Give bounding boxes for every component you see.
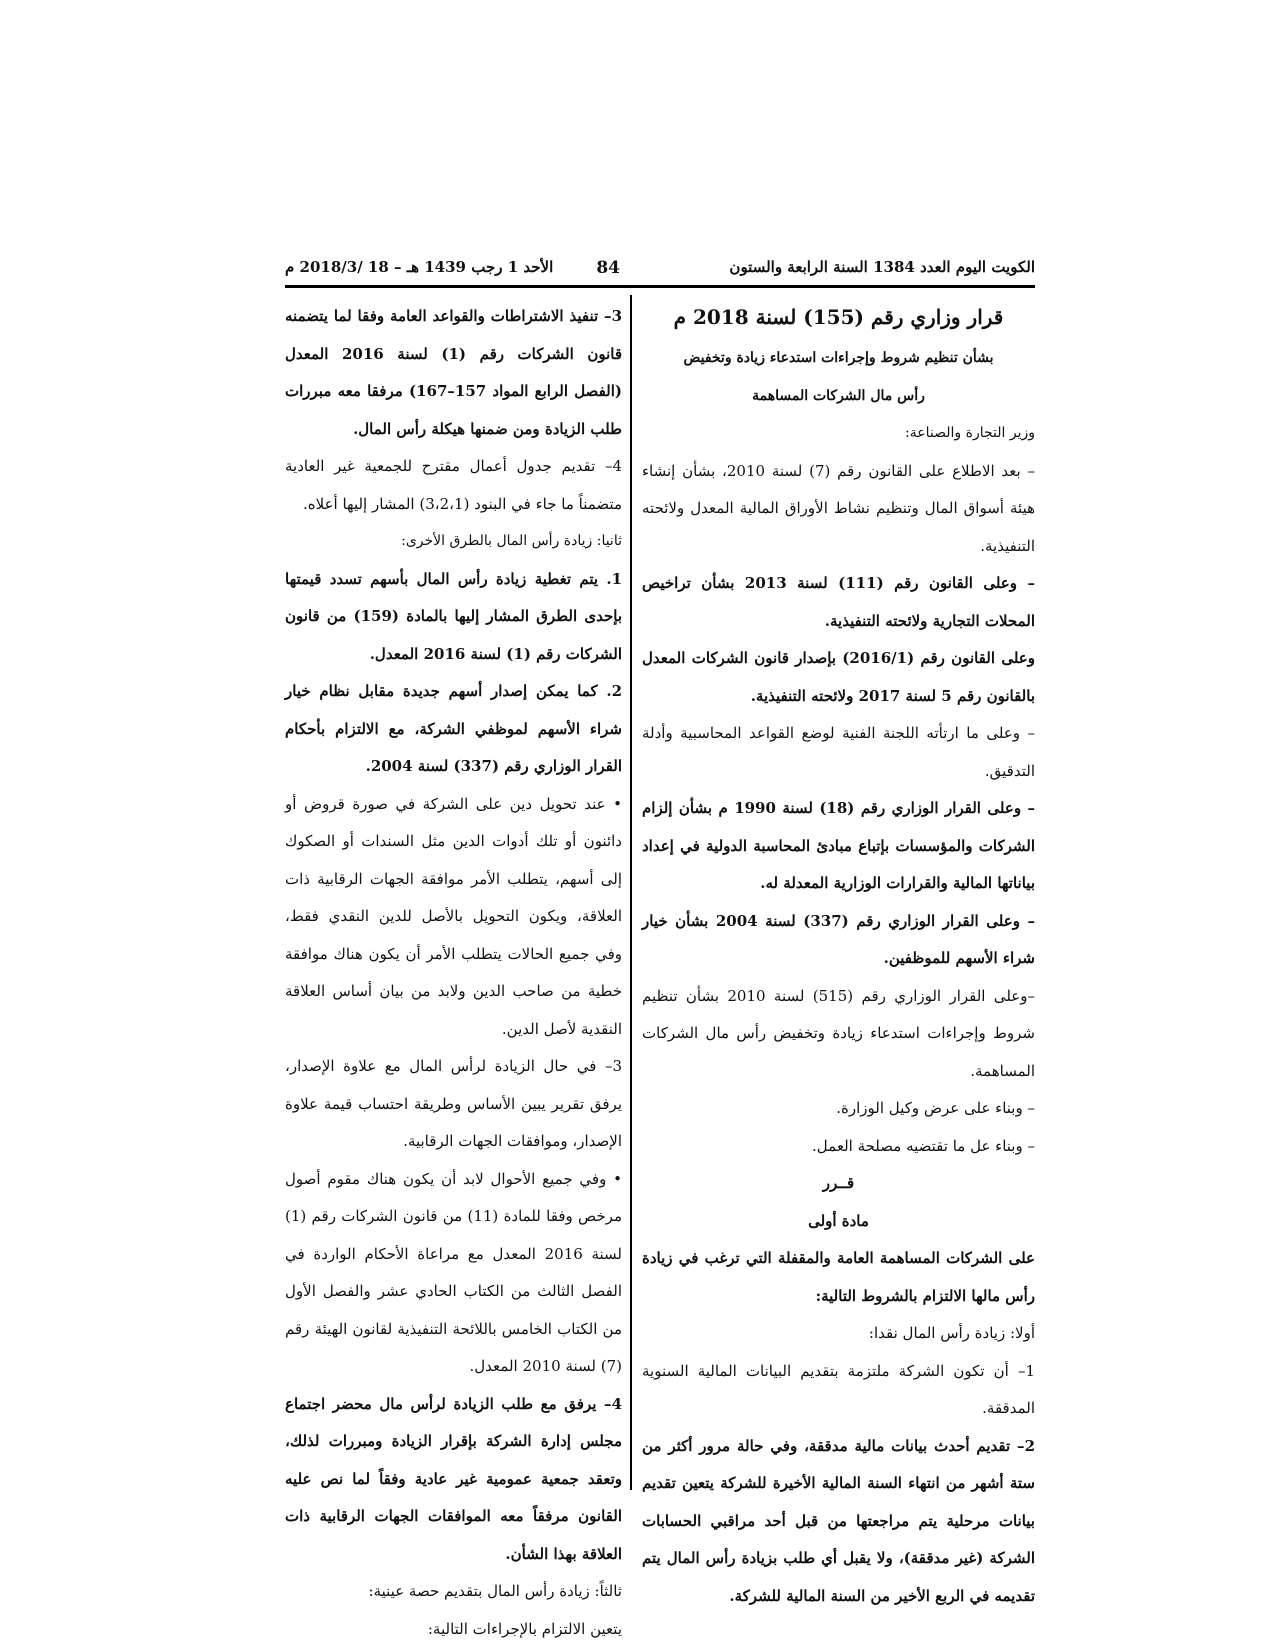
- paragraph: 4– يرفق مع طلب الزيادة لرأس مال محضر اجتماع مجلس إدارة الشركة بإقرار الزيادة ومبررات لذلك، وتعقد جمعية عمومية غير عادية وفقاً لما نص عليه القانون مرفقاً معه الموافقات الجهات الرقابية ذات العلاقة بهذا الشأن.: [285, 1394, 622, 1563]
- page-header: [285, 258, 1035, 282]
- paragraph: 3– تنفيذ الاشتراطات والقواعد العامة وفقا لما يتضمنه قانون الشركات رقم (1) لسنة 2016 المعدل (الفصل الرابع المواد 157–167) مرفقا معه مبررات طلب الزيادة ومن ضمنها هيكلة رأس المال.: [285, 307, 623, 438]
- paragraph: وعلى القانون رقم (2016/1) بإصدار قانون الشركات المعدل بالقانون رقم 5 لسنة 2017 ولائحته التنفيذية.: [642, 649, 1035, 705]
- decree-title: قرار وزاري رقم (155) لسنة 2018 م: [673, 305, 1004, 329]
- paragraph: أولا: زيادة رأس المال نقدا:: [868, 1324, 1035, 1342]
- paragraph: 2– تقديم أحدث بيانات مالية مدققة، وفي حالة مرور أكثر من ستة أشهر من انتهاء السنة المالية الأخيرة للشركة يتعين تقديم بيانات مرحلية يتم مراجعتها من قبل أحد مراقبي الحسابات الشركة (غير مدققة)، ولا يقبل أي طلب بزيادة رأس المال يتم تقديمه في الربع الأخير من السنة المالية للشركة.: [642, 1436, 1035, 1605]
- paragraph: • وفي جميع الأحوال لابد أن يكون هناك مقوم أصول مرخص وفقا للمادة (11) من قانون الشركات رقم (1) لسنة 2016 المعدل مع مراعاة الأحكام الواردة في الفصل الثالث من الكتاب الحادي عشر والفصل الأول من الكتاب الخامس باللائحة التنفيذية لقانون الهيئة رقم (7) لسنة 2010 المعدل.: [285, 1169, 622, 1375]
- paragraph: – وعلى القرار الوزاري رقم (337) لسنة 2004 بشأن خيار شراء الأسهم للموظفين.: [642, 911, 1036, 967]
- page-number: 84: [596, 258, 620, 278]
- paragraph: ثالثاً: زيادة رأس المال بتقديم حصة عينية:: [368, 1582, 622, 1600]
- paragraph: 1– أن تكون الشركة ملتزمة بتقديم البيانات المالية السنوية المدققة.: [642, 1361, 1035, 1417]
- paragraph: – بعد الاطلاع على القانون رقم (7) لسنة 2010، بشأن إنشاء هيئة أسواق المال وتنظيم نشاط الأوراق المالية المعدل ولائحته التنفيذية.: [642, 461, 1035, 555]
- paragraph: – وبناء عل ما تقتضيه مصلحة العمل.: [812, 1136, 1035, 1155]
- header-rule: [285, 285, 1035, 288]
- paragraph: 2. كما يمكن إصدار أسهم جديدة مقابل نظام خيار شراء الأسهم لموظفي الشركة، مع الالتزام بأحكام القرار الوزاري رقم (337) لسنة 2004.: [285, 682, 622, 775]
- article-heading: مادة أولى: [808, 1211, 869, 1230]
- publication-info: الكويت اليوم العدد 1384 السنة الرابعة والستون: [729, 258, 1035, 276]
- paragraph: على الشركات المساهمة العامة والمقفلة التي ترغب في زيادة رأس مالها الالتزام بالشروط التالية:: [642, 1249, 1035, 1305]
- decision-heading: قــرر: [822, 1174, 855, 1192]
- paragraph: 1. يتم تغطية زيادة رأس المال بأسهم تسدد قيمتها بإحدى الطرق المشار إليها بالمادة (159) من قانون الشركات رقم (1) لسنة 2016 المعدل.: [285, 569, 622, 663]
- paragraph: وزير التجارة والصناعة:: [905, 425, 1035, 441]
- right-column: [642, 298, 1035, 1615]
- paragraph: –وعلى القرار الوزاري رقم (515) لسنة 2010 بشأن تنظيم شروط وإجراءات استدعاء زيادة وتخفيض رأس مال الشركات المساهمة.: [642, 986, 1035, 1080]
- decree-subtitle-line1: بشأن تنظيم شروط وإجراءات استدعاء زيادة وتخفيض: [683, 350, 994, 366]
- paragraph: يتعين الالتزام بالإجراءات التالية:: [427, 1619, 622, 1638]
- left-column: [285, 298, 622, 1648]
- paragraph: – وعلى القرار الوزاري رقم (18) لسنة 1990 م بشأن إلزام الشركات والمؤسسات بإتباع مبادئ المحاسبة الدولية في إعداد بياناتها المالية والقرارات الوزارية المعدلة له.: [642, 799, 1035, 892]
- column-divider: [630, 295, 632, 1490]
- paragraph: 4– تقديم جدول أعمال مقترح للجمعية غير العادية متضمناً ما جاء في البنود (3،2،1) المشار إليها أعلاه.: [285, 457, 622, 513]
- issue-date: الأحد 1 رجب 1439 هـ – 18 /2018/3 م: [285, 258, 554, 276]
- decree-subtitle-line2: رأس مال الشركات المساهمة: [752, 387, 925, 404]
- paragraph: – وعلى ما ارتأته اللجنة الفنية لوضع القواعد المحاسبية وأدلة التدقيق.: [642, 724, 1035, 780]
- paragraph: 3– في حال الزيادة لرأس المال مع علاوة الإصدار، يرفق تقرير يبين الأساس وطريقة احتساب قيمة علاوة الإصدار، وموافقات الجهات الرقابية.: [285, 1057, 622, 1150]
- paragraph: – وعلى القانون رقم (111) لسنة 2013 بشأن تراخيص المحلات التجارية ولائحته التنفيذية.: [642, 574, 1035, 630]
- paragraph: • عند تحويل دين على الشركة في صورة قروض أو دائنون أو تلك أدوات الدين مثل السندات أو الصكوك إلى أسهم، يتطلب الأمر موافقة الجهات الرقابية ذات العلاقة، ويكون التحويل بالأصل للدين النقدي فقط، وفي جميع الحالات يتطلب الأمر أن يكون هناك موافقة خطية من صاحب الدين ولابد من بيان أساس العلاقة النقدية لأصل الدين.: [285, 794, 622, 1038]
- paragraph: – وبناء على عرض وكيل الوزارة.: [836, 1099, 1035, 1117]
- paragraph: ثانيا: زيادة رأس المال بالطرق الأخرى:: [401, 533, 622, 549]
